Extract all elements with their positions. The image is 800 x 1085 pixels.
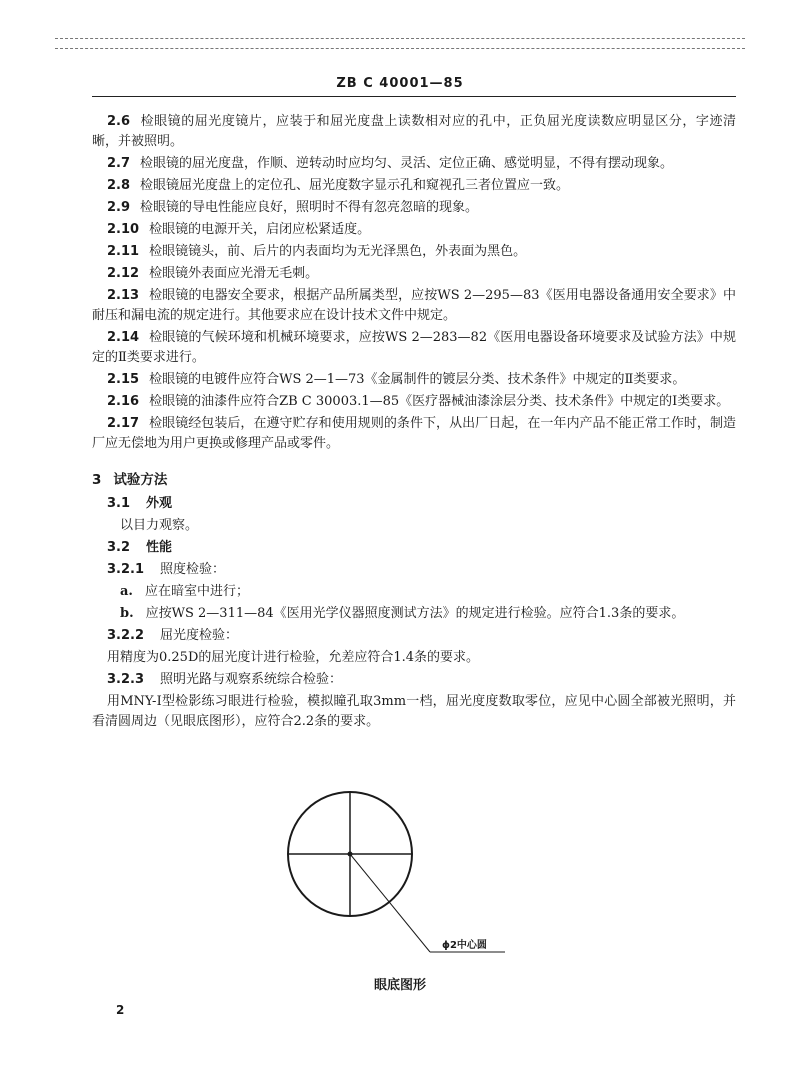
item-letter: a.: [120, 584, 133, 599]
clause-title: 屈光度检验：: [160, 628, 239, 643]
fundus-figure: [280, 790, 530, 970]
clause-text: 检眼镜经包装后，在遵守贮存和使用规则的条件下，从出厂日起，在一年内产品不能正常工作时，制造厂应无偿地为用户更换或修理产品或零件。: [92, 416, 736, 451]
clause-number: 2.15: [107, 372, 140, 387]
clause-text: 检眼镜的电镀件应符合WS 2—1—73《金属制件的镀层分类、技术条件》中规定的Ⅱ类要求。: [149, 372, 686, 387]
clause-text: 检眼镜的导电性能应良好，照明时不得有忽亮忽暗的现象。: [140, 200, 479, 215]
clause-number: 2.17: [107, 416, 140, 431]
clause-2-17: [92, 414, 736, 454]
clause-2-11: [92, 242, 736, 262]
header-rule: [92, 96, 736, 97]
clause-text: 检眼镜的屈光度镜片，应装于和屈光度盘上读数相对应的孔中，正负屈光度读数应明显区分，字迹清晰，并被照明。: [92, 114, 736, 149]
clause-3-2-1-item-b: [92, 604, 736, 624]
clause-title: 外观: [146, 496, 173, 511]
clause-text: 检眼镜的电源开关，启闭应松紧适度。: [149, 222, 371, 237]
clause-2-8: [92, 176, 736, 196]
clause-2-13: [92, 286, 736, 326]
fundus-diagram: [280, 790, 530, 970]
clause-2-14: [92, 328, 736, 368]
clause-text: 检眼镜镜头，前、后片的内表面均为无光泽黑色，外表面为黑色。: [149, 244, 527, 259]
clause-2-16: [92, 392, 736, 412]
clause-text: 检眼镜的屈光度盘，作顺、逆转动时应均匀、灵活、定位正确、感觉明显，不得有摆动现象。: [140, 156, 674, 171]
scan-edge-line: [55, 38, 745, 39]
clause-2-6: [92, 112, 736, 152]
clause-text: 检眼镜的电器安全要求，根据产品所属类型，应按WS 2—295—83《医用电器设备通用安全要求》中耐压和漏电流的规定进行。其他要求应在设计技术文件中规定。: [92, 288, 736, 323]
section-3-heading: [92, 468, 736, 488]
section-number: 3: [92, 472, 102, 488]
clause-title: 性能: [146, 540, 173, 555]
clause-number: 3.2.3: [107, 672, 145, 687]
clause-2-7: [92, 154, 736, 174]
clause-2-15: [92, 370, 736, 390]
item-letter: b.: [120, 606, 134, 621]
clause-number: 2.6: [107, 114, 131, 129]
document-body: [92, 112, 736, 734]
clause-title: 照明光路与观察系统综合检验：: [160, 672, 343, 687]
clause-3-2-1-heading: [92, 560, 736, 580]
clause-number: 2.16: [107, 394, 140, 409]
clause-3-2-3-heading: [92, 670, 736, 690]
clause-3-2-2-body: 用精度为0.25D的屈光度计进行检验，允差应符合1.4条的要求。: [107, 650, 480, 665]
clause-text: 检眼镜的气候环境和机械环境要求，应按WS 2—283—82《医用电器设备环境要求及试验方法》中规定的Ⅱ类要求进行。: [92, 330, 736, 365]
section-title: 试验方法: [113, 472, 168, 488]
clause-number: 2.10: [107, 222, 140, 237]
clause-2-10: [92, 220, 736, 240]
item-text: 应按WS 2—311—84《医用光学仪器照度测试方法》的规定进行检验。应符合1.3条的要求。: [145, 606, 685, 621]
clause-number: 2.11: [107, 244, 140, 259]
clause-2-12: [92, 264, 736, 284]
clause-3-1-body: 以目力观察。: [120, 518, 199, 533]
item-text: 应在暗室中进行；: [144, 584, 249, 599]
clause-3-2-1-item-a: [92, 582, 736, 602]
clause-number: 2.7: [107, 156, 131, 171]
standard-code: ZB C 40001—85: [336, 76, 464, 91]
clause-3-1-heading: [92, 494, 736, 514]
clause-title: 照度检验：: [160, 562, 226, 577]
clause-number: 3.2: [107, 540, 131, 555]
clause-number: 2.8: [107, 178, 131, 193]
clause-2-9: [92, 198, 736, 218]
clause-number: 3.1: [107, 496, 131, 511]
figure-caption: 眼底图形: [373, 978, 426, 993]
clause-3-2-3-body: 用MNY-Ⅰ型检影练习眼进行检验，模拟瞳孔取3mm一档，屈光度度数取零位，应见中心圆全部被光照明，并看清圆周边（见眼底图形），应符合2.2条的要求。: [92, 694, 736, 729]
clause-3-2-heading: [92, 538, 736, 558]
clause-3-2-2-heading: [92, 626, 736, 646]
clause-text: 检眼镜屈光度盘上的定位孔、屈光度数字显示孔和窥视孔三者位置应一致。: [140, 178, 570, 193]
clause-text: 检眼镜的油漆件应符合ZB C 30003.1—85《医疗器械油漆涂层分类、技术条件》中规定的Ⅰ类要求。: [149, 394, 730, 409]
clause-number: 3.2.2: [107, 628, 145, 643]
page-number: 2: [116, 1003, 125, 1017]
clause-number: 3.2.1: [107, 562, 145, 577]
clause-number: 2.12: [107, 266, 140, 281]
clause-text: 检眼镜外表面应光滑无毛刺。: [149, 266, 319, 281]
clause-number: 2.9: [107, 200, 131, 215]
leader-line: [350, 854, 430, 952]
center-circle-label: ϕ2中心圆: [442, 940, 487, 951]
scan-edge-line: [55, 48, 745, 49]
clause-number: 2.13: [107, 288, 140, 303]
clause-number: 2.14: [107, 330, 140, 345]
